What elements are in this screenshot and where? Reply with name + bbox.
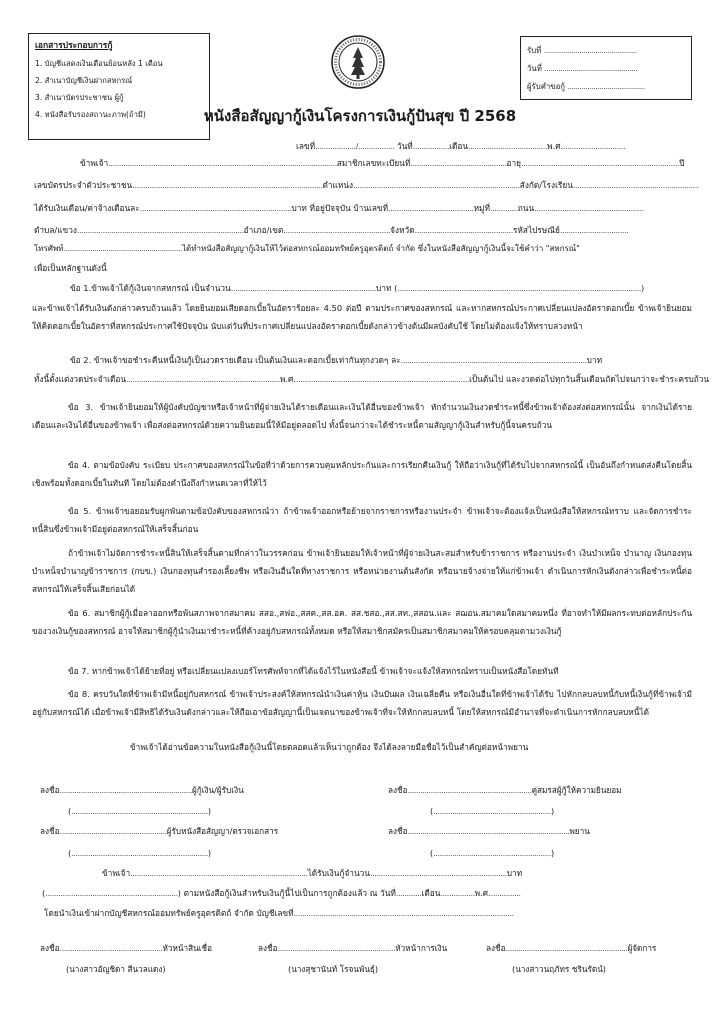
cooperative-seal-logo	[330, 34, 386, 90]
borrower-signature: ลงชื่อ...............................................................ผู้กู้เงิน/ผู้รับเงิน	[40, 785, 244, 795]
receive-number-label: รับที่	[527, 46, 542, 55]
field-line-address: ตำบล/แขวง..............................................................................อำเภอ/เขต..................................................จังหวัด..............................................รหัสไปรษณีย์................................	[34, 225, 629, 235]
approver-credit-signature: ลงชื่อ.................................................หัวหน้าสินเชื่อ	[40, 943, 212, 953]
checker-signature: ลงชื่อ...................................................ผู้รับหนังสือสัญญา/ตรวจเอกสาร	[40, 826, 279, 836]
clause-1-body: และข้าพเจ้าได้รับเงินดังกล่าวครบถ้วนแล้ว โดยยินยอมเสียดอกเบี้ยในอัตราร้อยละ 4.50 ต่อปี ตามประกาศของสหกรณ์ และหากสหกรณ์ประกาศเปลี่ยนแปลงอัตราดอกเบี้ย ข้าพเจ้ายินยอมให้คิดดอกเบี้ยในอัตราที่สหกรณ์ประกาศใช้ปัจจุบัน นับแต่วันที่ประกาศเปลี่ยนแปลงอัตราดอกเบี้ยดังกล่าวข้างต้นมีผลบังคับใช้ โดยไม่ต้องแจ้งให้ทราบล่วงหน้า	[32, 303, 692, 331]
receipt-line-1: ข้าพเจ้า...................................................................................ได้รับเงินกู้จำนวน................................................................บาท	[102, 868, 523, 878]
checker-name-line: (.................................................................)	[68, 848, 212, 858]
documents-heading: เอกสารประกอบการกู้	[35, 41, 113, 51]
clause-5: ข้อ 5. ข้าพเจ้าขอยอมรับผูกพันตามข้อบังคับของสหกรณ์ว่า ถ้าข้าพเจ้าออกหรือย้ายจากราชการหรืองานประจำ ข้าพเจ้าจะต้องแจ้งเป็นหนังสือให้สหกรณ์ทราบ และจัดการชำระหนี้สินซึ่งข้าพเจ้ามีอยู่ต่อสหกรณ์ให้เสร็จสิ้นก่อน	[32, 506, 692, 534]
borrower-name-line: (.................................................................)	[68, 806, 212, 816]
receiver-label: ผู้รับคำขอกู้	[527, 82, 566, 91]
document-item: 1. บัญชีแสดงเงินเดือนย้อนหลัง 1 เดือน	[35, 59, 163, 68]
clause-4: ข้อ 4. ตามข้อบังคับ ระเบียบ ประกาศของสหกรณ์ในข้อที่ว่าด้วยการควบคุมหลักประกันและการเรียกคืนเงินกู้ ให้ถือว่าเงินกู้ที่ได้รับไปจากสหกรณ์นี้ เป็นอันถึงกำหนดส่งคืนโดยสิ้นเชิงพร้อมทั้งดอกเบี้ยในทันที โดยไม่ต้องคำนึงถึงกำหนดเวลาที่ให้ไว้	[32, 460, 692, 488]
field-line-name: ข้าพเจ้า...........................................................................................................สมาชิกเลขทะเบียนที่.............................................อายุ..........................................................................ปี	[80, 158, 685, 168]
witness-signature: ลงชื่อ.............................................................................พยาน	[388, 826, 590, 836]
clause-7: ข้อ 7. หากข้าพเจ้าได้ย้ายที่อยู่ หรือเปลี่ยนแปลงเบอร์โทรศัพท์จากที่ได้แจ้งไว้ในหนังสือนี้ ข้าพเจ้าจะแจ้งให้สหกรณ์ทราบเป็นหนังสือโดยทันที	[68, 666, 559, 676]
receipt-line-3: โดยนำเงินเข้าฝากบัญชีสหกรณ์ออมทรัพย์ครูอุตรดิตถ์ จำกัด บัญชีเลขที่.......................................................................................................	[44, 908, 514, 918]
field-line-salary: ได้รับเงินเดือน/ค่าจ้างเดือนละ.......................................................................บาท ที่อยู่ปัจจุบัน บ้านเลขที่........................................หมู่ที่.............ถนน...................................................	[34, 203, 644, 213]
clause-1-line: ข้อ 1.ข้าพเจ้าได้กู้เงินจากสหกรณ์ เป็นจำนวน....................................................................บาท (..................................................................................................................)	[70, 283, 645, 293]
approver-finance-signature: ลงชื่อ........................................................หัวหน้าการเงิน	[258, 943, 448, 953]
spouse-signature: ลงชื่อ...........................................................คู่สมรสผู้กู้ให้ความยินยอม	[388, 785, 622, 795]
receive-box: รับที่ ............................................... วันที่ ............................................... ผู้รับคำขอกู้ .......................................	[520, 36, 692, 100]
clause-2-line-2: ทั้งนี้ตั้งแต่งวดประจำเดือน........................................................................พ.ศ..................................................................................เป็นต้นไป และงวดต่อไปทุกวันสิ้นเดือนถัดไปจนกว่าจะชำระครบถ้วน	[34, 374, 710, 384]
document-item: 2. สำเนาบัญชีเงินฝากสหกรณ์	[35, 76, 133, 85]
field-line-evidence: เพื่อเป็นหลักฐานดังนี้	[34, 263, 107, 273]
closing-statement: ข้าพเจ้าได้อ่านข้อความในหนังสือกู้เงินนี้โดยตลอดแล้วเห็นว่าถูกต้อง จึงได้ลงลายมือชื่อไว้เป็นสำคัญต่อหน้าพยาน	[130, 742, 529, 752]
document-item: 4. หนังสือรับรองสถานะภาพ(ถ้ามี)	[35, 110, 146, 119]
approver-manager-signature: ลงชื่อ..........................................................ผู้จัดการ	[486, 943, 657, 953]
header-line: เลขที่.................../................. วันที่.................เดือน.....................................พ.ศ..............................	[296, 141, 626, 151]
receipt-line-2: (..............................................................) ตามหนังสือกู้เงินสำหรับเงินกู้นี้ไปเป็นการถูกต้องแล้ว ณ วันที่............เดือน................พ.ศ...............	[42, 888, 521, 898]
clause-3: ข้อ 3. ข้าพเจ้ายินยอมให้ผู้บังคับบัญชาหรือเจ้าหน้าที่ผู้จ่ายเงินได้รายเดือนและเงินได้อื่นของข้าพเจ้า หักจำนวนเงินงวดชำระหนี้ซึ่งข้าพเจ้าต้องส่งต่อสหกรณ์นั้น จากเงินได้รายเดือนและเงินได้อื่นของข้าพเจ้า เพื่อส่งต่อสหกรณ์ด้วยความยินยอมนี้ให้มีอยู่ตลอดไป ทั้งนี้จนกว่าจะได้ชำระหนี้ตามสัญญากู้เงินสำหรับกู้นี้จนครบถ้วน	[32, 402, 692, 430]
receive-date-label: วันที่	[527, 64, 542, 73]
clause-8: ข้อ 8. ครบวันใดที่ข้าพเจ้ามีหนี้อยู่กับสหกรณ์ ข้าพเจ้าประสงค์ให้สหกรณ์นำเงินค่าหุ้น เงินปันผล เงินเฉลี่ยคืน หรือเงินอื่นใดที่ข้าพเจ้าได้รับ ไปหักกลบลบหนี้กับหนี้เงินกู้ที่ข้าพเจ้ามีอยู่กับสหกรณ์ได้ เมื่อข้าพเจ้ามีสิทธิได้รับเงินดังกล่าวและให้ถือเอาข้อสัญญานี้เป็นเจตนาของข้าพเจ้าที่จะให้หักกลบลบหนี้ โดยให้สหกรณ์มีอำนาจที่จะดำเนินการหักกลบลบหนี้ได้	[32, 689, 692, 717]
field-line-id: เลขบัตรประจำตัวประชาชน.........................................................................................ตำแหน่ง..............................................................................สังกัด/โรงเรียน...........................................................	[34, 180, 700, 190]
approver-manager-name: (นางสาวนฤภัทร ชรินรัตน์)	[512, 964, 606, 974]
witness-name-line: (........................................................)	[430, 848, 555, 858]
field-line-phone: โทรศัพท์..........................................................ได้ทำหนังสือสัญญากู้เงินให้ไว้ต่อสหกรณ์ออมทรัพย์ครูอุตรดิตถ์ จำกัด ซึ่งในหนังสือสัญญากู้เงินนี้จะใช้คำว่า "สหกรณ์"	[34, 244, 580, 253]
spouse-name-line: (........................................................)	[430, 806, 555, 816]
clause-5-continued: ถ้าข้าพเจ้าไม่จัดการชำระหนี้สินให้เสร็จสิ้นตามที่กล่าวในวรรคก่อน ข้าพเจ้ายินยอมให้เจ้าหน้าที่ผู้จ่ายเงินสะสมสำหรับข้าราชการ หรืองานประจำ เงินบำเหน็จ บำนาญ เงินกองทุนบำเหน็จบำนาญข้าราชการ (กบข.) เงินกองทุนสำรองเลี้ยงชีพ หรือเงินอื่นใดที่ทางราชการ หรือหน่วยงานต้นสังกัด หรือนายจ้างจ่ายให้แก่ข้าพเจ้า ดำเนินการหักเงินดังกล่าวเพื่อชำระหนี้ต่อสหกรณ์ให้เสร็จสิ้นเสียก่อนได้	[32, 548, 692, 594]
clause-6: ข้อ 6. สมาชิกผู้กู้เมื่อลาออกหรือพ้นสภาพจากสมาคม สสอ.,สฟอ.,สสค.,สส.อค. สส.ชสอ.,สส.สท.,สสอน.และ สฌอน.สมาคมใดสมาคมหนึ่ง ที่อาจทำให้มีผลกระทบต่อหลักประกันของวงเงินกู้ของสหกรณ์ อาจให้สมาชิกผู้กู้นำเงินมาชำระหนี้ที่ค้างอยู่กับสหกรณ์ทั้งหมด หรือให้สมาชิกสมัครเป็นสมาชิกสมาคมให้ครอบคลุมตามวงเงินกู้	[32, 608, 692, 636]
clause-2-line: ข้อ 2. ข้าพเจ้าขอชำระคืนหนี้เงินกู้เป็นงวดรายเดือน เป็นต้นเงินและดอกเบี้ยเท่ากันทุกงวดๆ ละ.......................................................................................บาท	[70, 355, 603, 365]
document-item: 3. สำเนาบัตรประชาชน ผู้กู้	[35, 93, 124, 102]
approver-finance-name: (นางสุชานันท์ โรจนพันธุ์)	[288, 964, 379, 974]
page-title: หนังสือสัญญากู้เงินโครงการเงินกู้ปันสุข ปี 2568	[203, 107, 517, 125]
approver-credit-name: (นางสาวอัญชิดา สีนวลแดง)	[66, 964, 166, 974]
